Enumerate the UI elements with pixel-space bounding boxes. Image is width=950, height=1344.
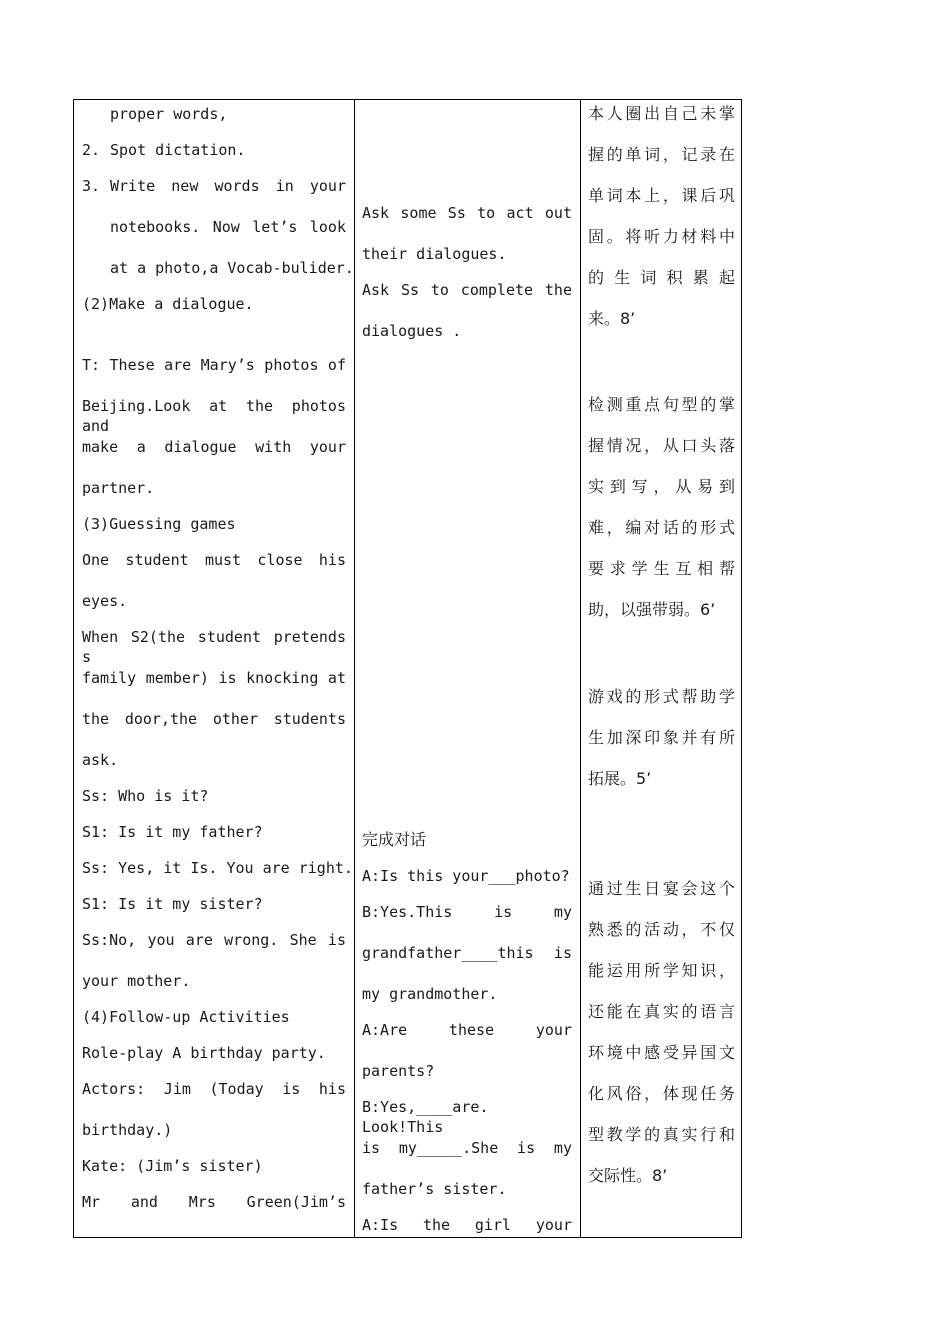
- text-line: Role-play A birthday party.: [82, 1044, 326, 1062]
- text-line: Actors: Jim (Today is his: [82, 1080, 346, 1098]
- design-intent-column: [580, 100, 743, 1237]
- text-line: 游戏的形式帮助学: [588, 687, 735, 706]
- text-line: dialogues .: [362, 322, 462, 340]
- text-line: parents?: [362, 1062, 435, 1080]
- text-line: 的生词积累起: [588, 268, 735, 287]
- lesson-table: [73, 99, 742, 1238]
- text-line: 交际性。8’: [588, 1166, 668, 1185]
- text-line: B:Yes.This is my: [362, 903, 572, 921]
- text-line: S1: Is it my father?: [82, 823, 263, 841]
- text-line: ask.: [82, 751, 119, 769]
- text-line: 固。将听力材料中: [588, 227, 735, 246]
- text-line: birthday.): [82, 1121, 173, 1139]
- text-line: father’s sister.: [362, 1180, 507, 1198]
- text-line: Ask Ss to complete the: [362, 281, 572, 299]
- text-line: grandfather____this is: [362, 944, 572, 962]
- text-line: your mother.: [82, 972, 191, 990]
- text-line: 化风俗，体现任务: [588, 1084, 735, 1103]
- text-line: Ss: Who is it?: [82, 787, 209, 805]
- text-line: 生加深印象并有所: [588, 728, 735, 747]
- text-line: 通过生日宴会这个: [588, 879, 735, 898]
- text-line: Mr and Mrs Green(Jim’s: [82, 1193, 346, 1211]
- text-line: at a photo,a Vocab-bulider.: [110, 259, 354, 277]
- text-line: One student must close his: [82, 551, 346, 569]
- text-line: family member) is knocking at: [82, 669, 346, 687]
- text-line: 熟悉的活动，不仅: [588, 920, 735, 939]
- text-line: When S2(the student pretends s: [82, 628, 346, 666]
- exercise-title: 完成对话: [362, 830, 427, 849]
- text-line: Ss: Yes, it Is. You are right.: [82, 859, 353, 877]
- text-line: 助，以强带弱。6’: [588, 600, 716, 619]
- text-line: Spot dictation.: [110, 141, 246, 159]
- text-line: 本人圈出自己未掌: [588, 104, 735, 123]
- text-line: B:Yes,____are. Look!This: [362, 1098, 489, 1136]
- text-line: 来。8’: [588, 309, 636, 328]
- text-line: Ask some Ss to act out: [362, 204, 572, 222]
- text-line: Ss:No, you are wrong. She is: [82, 931, 346, 949]
- section-heading: (3)Guessing games: [82, 515, 236, 533]
- text-line: S1: Is it my sister?: [82, 895, 263, 913]
- text-line: notebooks. Now let’s look: [110, 218, 346, 236]
- text-line: 要求学生互相帮: [588, 559, 735, 578]
- text-line: partner.: [82, 479, 155, 497]
- teaching-steps-column: [74, 100, 354, 1237]
- activities-column: [354, 100, 580, 1237]
- text-line: 环境中感受异国文: [588, 1043, 735, 1062]
- text-line: Write new words in your: [110, 177, 346, 195]
- text-line: 型教学的真实行和: [588, 1125, 735, 1144]
- text-line: Kate: (Jim’s sister): [82, 1157, 263, 1175]
- text-line: make a dialogue with your: [82, 438, 346, 456]
- text-line: proper words,: [110, 105, 228, 123]
- text-line: their dialogues.: [362, 245, 507, 263]
- text-line: A:Is the girl your: [362, 1216, 572, 1234]
- text-line: T: These are Mary’s photos of: [82, 356, 346, 374]
- text-line: the door,the other students: [82, 710, 346, 728]
- text-line: my grandmother.: [362, 985, 498, 1003]
- text-line: 还能在真实的语言: [588, 1002, 735, 1021]
- text-line: 实到写，从易到: [588, 477, 735, 496]
- list-number: 3.: [82, 177, 101, 195]
- list-number: 2.: [82, 141, 101, 159]
- text-line: eyes.: [82, 592, 128, 610]
- section-heading: (2)Make a dialogue.: [82, 295, 254, 313]
- text-line: 单词本上，课后巩: [588, 186, 735, 205]
- text-line: A:Are these your: [362, 1021, 572, 1039]
- text-line: 检测重点句型的掌: [588, 395, 735, 414]
- text-line: 能运用所学知识，: [588, 961, 735, 980]
- text-line: A:Is this your___photo?: [362, 867, 570, 885]
- text-line: 难，编对话的形式: [588, 518, 735, 537]
- text-line: is my_____.She is my: [362, 1139, 572, 1157]
- text-line: 握的单词，记录在: [588, 145, 735, 164]
- text-line: Beijing.Look at the photos and: [82, 397, 346, 435]
- text-line: 握情况，从口头落: [588, 436, 735, 455]
- section-heading: (4)Follow-up Activities: [82, 1008, 290, 1026]
- text-line: 拓展。5’: [588, 769, 652, 788]
